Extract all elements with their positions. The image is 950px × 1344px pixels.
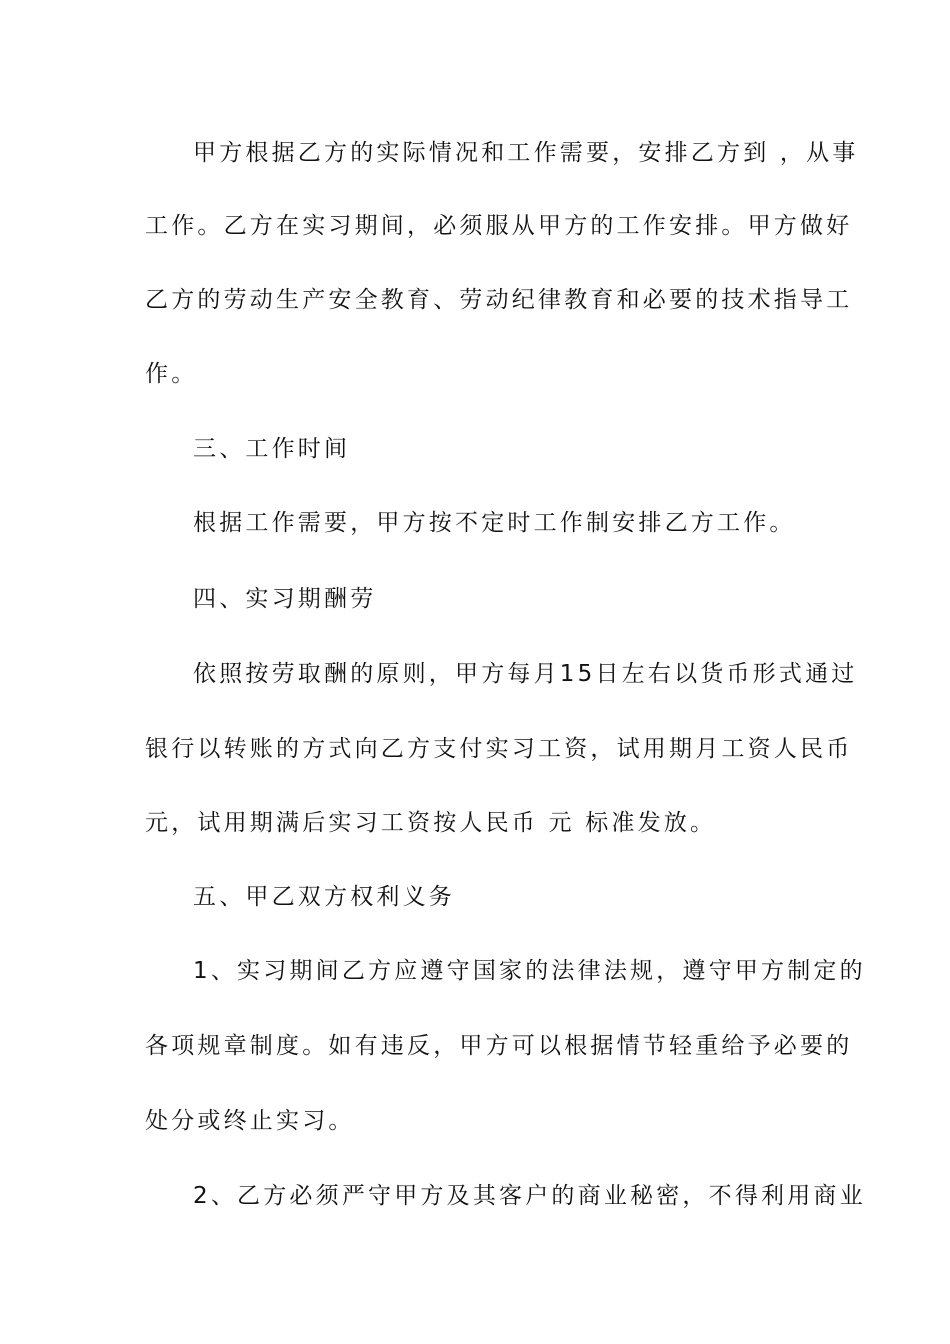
paragraph-line: 作。 — [145, 361, 198, 387]
paragraph-line: 甲方根据乙方的实际情况和工作需要，安排乙方到 ，从事 — [193, 140, 859, 166]
paragraph-line: 乙方的劳动生产安全教育、劳动纪律教育和必要的技术指导工 — [145, 287, 853, 313]
section-heading: 五、甲乙双方权利义务 — [193, 884, 455, 910]
section-heading: 四、实习期酬劳 — [193, 586, 377, 612]
paragraph-line: 处分或终止实习。 — [145, 1108, 355, 1134]
paragraph-line: 2、乙方必须严守甲方及其客户的商业秘密，不得利用商业 — [193, 1183, 866, 1209]
paragraph-line: 元，试用期满后实习工资按人民币 元 标准发放。 — [145, 810, 717, 836]
paragraph-line: 工作。乙方在实习期间，必须服从甲方的工作安排。甲方做好 — [145, 213, 853, 239]
paragraph-line: 1、实习期间乙方应遵守国家的法律法规，遵守甲方制定的 — [193, 958, 866, 984]
paragraph-line: 银行以转账的方式向乙方支付实习工资，试用期月工资人民币 — [145, 736, 853, 762]
section-heading: 三、工作时间 — [193, 436, 351, 462]
paragraph-line: 依照按劳取酬的原则，甲方每月15日左右以货币形式通过 — [193, 661, 858, 687]
paragraph-line: 根据工作需要，甲方按不定时工作制安排乙方工作。 — [193, 510, 796, 536]
paragraph-line: 各项规章制度。如有违反，甲方可以根据情节轻重给予必要的 — [145, 1033, 853, 1059]
